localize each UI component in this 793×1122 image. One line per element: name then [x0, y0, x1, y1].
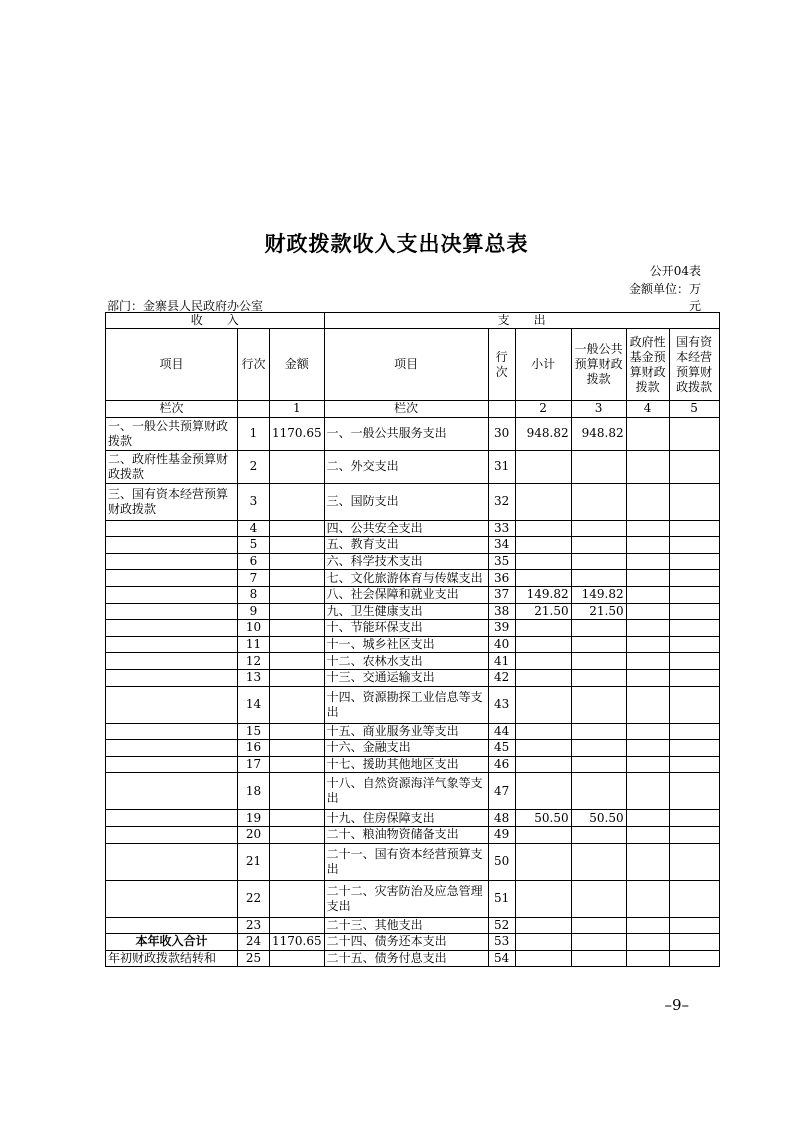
income-line-no: 2	[238, 450, 270, 483]
expense-item: 十九、住房保障支出	[324, 810, 488, 827]
state-capital-amount	[669, 553, 719, 570]
income-item	[106, 520, 238, 537]
income-line-no: 3	[238, 483, 270, 520]
fund-budget-amount	[626, 417, 669, 450]
subtotal-amount: 21.50	[515, 603, 571, 620]
general-budget-amount	[571, 669, 626, 686]
income-item	[106, 773, 238, 810]
income-line-no: 16	[238, 740, 270, 757]
income-item	[106, 810, 238, 827]
subtotal-amount	[515, 520, 571, 537]
table-row	[106, 570, 720, 587]
column-no-3: 3	[571, 401, 626, 418]
income-item	[106, 636, 238, 653]
income-item	[106, 843, 238, 880]
state-capital-amount	[669, 826, 719, 843]
income-amount	[270, 756, 325, 773]
income-amount	[270, 880, 325, 917]
expense-line-header: 行 次	[488, 329, 515, 401]
general-budget-amount	[571, 773, 626, 810]
state-capital-amount	[669, 723, 719, 740]
income-amount	[270, 620, 325, 637]
general-budget-amount	[571, 553, 626, 570]
expense-line-no: 52	[488, 917, 515, 934]
expense-line-no: 50	[488, 843, 515, 880]
table-row	[106, 756, 720, 773]
expense-item: 二十三、其他支出	[324, 917, 488, 934]
state-capital-amount	[669, 586, 719, 603]
column-no-blank	[238, 401, 270, 418]
expense-line-no: 36	[488, 570, 515, 587]
income-line-no: 20	[238, 826, 270, 843]
expense-line-no: 35	[488, 553, 515, 570]
fund-budget-amount	[626, 586, 669, 603]
general-budget-amount	[571, 653, 626, 670]
subtotal-amount	[515, 880, 571, 917]
income-amount-header: 金额	[270, 329, 325, 401]
fund-budget-amount	[626, 553, 669, 570]
income-amount	[270, 669, 325, 686]
income-amount	[270, 826, 325, 843]
income-amount	[270, 653, 325, 670]
fund-budget-amount	[626, 723, 669, 740]
table-row	[106, 537, 720, 554]
column-no-4: 4	[626, 401, 669, 418]
income-amount: 1170.65	[270, 934, 325, 951]
expense-item: 十六、金融支出	[324, 740, 488, 757]
table-row	[106, 553, 720, 570]
income-amount	[270, 537, 325, 554]
income-amount	[270, 450, 325, 483]
state-capital-amount	[669, 880, 719, 917]
income-line-no: 13	[238, 669, 270, 686]
income-amount	[270, 950, 325, 967]
income-item	[106, 686, 238, 723]
state-capital-amount	[669, 417, 719, 450]
income-line-no: 8	[238, 586, 270, 603]
state-capital-amount	[669, 603, 719, 620]
expense-line-no: 32	[488, 483, 515, 520]
general-budget-amount	[571, 636, 626, 653]
income-amount	[270, 686, 325, 723]
subtotal-amount	[515, 537, 571, 554]
table-row	[106, 603, 720, 620]
table-row	[106, 586, 720, 603]
expense-line-no: 45	[488, 740, 515, 757]
expense-line-no: 44	[488, 723, 515, 740]
income-amount	[270, 520, 325, 537]
fund-budget-amount	[626, 483, 669, 520]
income-line-no: 15	[238, 723, 270, 740]
column-label-right: 栏次	[324, 401, 488, 418]
expense-item: 八、社会保障和就业支出	[324, 586, 488, 603]
general-budget-amount	[571, 520, 626, 537]
income-line-no: 12	[238, 653, 270, 670]
income-line-no: 23	[238, 917, 270, 934]
expense-item: 三、国防支出	[324, 483, 488, 520]
income-line-no: 11	[238, 636, 270, 653]
state-capital-amount	[669, 686, 719, 723]
expense-item-header: 项目	[324, 329, 488, 401]
subtotal-amount	[515, 620, 571, 637]
fund-budget-amount	[626, 669, 669, 686]
income-header: 收 入	[106, 313, 325, 329]
income-line-no: 24	[238, 934, 270, 951]
subtotal-amount	[515, 570, 571, 587]
table-row	[106, 483, 720, 520]
subtotal-amount	[515, 450, 571, 483]
income-line-no: 5	[238, 537, 270, 554]
expense-item: 十二、农林水支出	[324, 653, 488, 670]
subtotal-amount	[515, 483, 571, 520]
column-label-left: 栏次	[106, 401, 238, 418]
subtotal-amount	[515, 917, 571, 934]
expense-header: 支 出	[324, 313, 719, 329]
table-row	[106, 826, 720, 843]
income-item	[106, 880, 238, 917]
general-budget-amount	[571, 740, 626, 757]
expense-line-no: 51	[488, 880, 515, 917]
income-line-no: 22	[238, 880, 270, 917]
subtotal-header: 小计	[515, 329, 571, 401]
income-line-no: 17	[238, 756, 270, 773]
expense-item: 十四、资源勘探工业信息等支出	[324, 686, 488, 723]
fund-budget-amount	[626, 773, 669, 810]
expense-line-no: 40	[488, 636, 515, 653]
income-line-no: 4	[238, 520, 270, 537]
expense-line-no: 41	[488, 653, 515, 670]
fund-budget-amount	[626, 537, 669, 554]
general-budget-amount	[571, 570, 626, 587]
table-row	[106, 723, 720, 740]
income-item	[106, 603, 238, 620]
state-capital-amount	[669, 636, 719, 653]
income-amount	[270, 843, 325, 880]
income-item	[106, 570, 238, 587]
fund-budget-amount	[626, 520, 669, 537]
income-item	[106, 537, 238, 554]
state-capital-amount	[669, 450, 719, 483]
state-capital-amount	[669, 843, 719, 880]
subtotal-amount	[515, 843, 571, 880]
income-line-no: 6	[238, 553, 270, 570]
income-amount	[270, 740, 325, 757]
state-capital-amount	[669, 810, 719, 827]
general-budget-amount	[571, 483, 626, 520]
table-row	[106, 880, 720, 917]
income-line-no: 14	[238, 686, 270, 723]
subtotal-amount	[515, 740, 571, 757]
general-budget-amount: 149.82	[571, 586, 626, 603]
expense-item: 十七、援助其他地区支出	[324, 756, 488, 773]
state-capital-amount	[669, 917, 719, 934]
fund-budget-amount	[626, 880, 669, 917]
column-no-5: 5	[669, 401, 719, 418]
general-budget-amount: 21.50	[571, 603, 626, 620]
income-amount	[270, 636, 325, 653]
general-budget-amount	[571, 826, 626, 843]
column-no-1: 1	[270, 401, 325, 418]
state-capital-amount	[669, 653, 719, 670]
table-row	[106, 417, 720, 450]
expense-line-no: 34	[488, 537, 515, 554]
fund-budget-amount	[626, 620, 669, 637]
income-amount	[270, 603, 325, 620]
table-row	[106, 620, 720, 637]
fund-budget-amount	[626, 603, 669, 620]
expense-item: 二十五、债务付息支出	[324, 950, 488, 967]
expense-item: 四、公共安全支出	[324, 520, 488, 537]
general-budget-amount	[571, 723, 626, 740]
general-budget-amount: 50.50	[571, 810, 626, 827]
subtotal-amount	[515, 756, 571, 773]
income-item: 一、一般公共预算财政拨款	[106, 417, 238, 450]
expense-line-no: 48	[488, 810, 515, 827]
expense-line-no: 37	[488, 586, 515, 603]
fund-budget-amount	[626, 810, 669, 827]
expense-item: 七、文化旅游体育与传媒支出	[324, 570, 488, 587]
expense-item: 二十四、债务还本支出	[324, 934, 488, 951]
income-amount	[270, 586, 325, 603]
income-item	[106, 826, 238, 843]
department-label: 部门：金寨县人民政府办公室	[107, 299, 264, 313]
income-item	[106, 917, 238, 934]
income-item	[106, 740, 238, 757]
subtotal-amount	[515, 636, 571, 653]
expense-item: 二十一、国有资本经营预算支出	[324, 843, 488, 880]
expense-item: 六、科学技术支出	[324, 553, 488, 570]
table-row	[106, 653, 720, 670]
general-budget-amount	[571, 950, 626, 967]
table-row	[106, 669, 720, 686]
expense-line-no: 38	[488, 603, 515, 620]
expense-line-no: 42	[488, 669, 515, 686]
subtotal-amount	[515, 773, 571, 810]
income-amount	[270, 723, 325, 740]
state-capital-amount	[669, 756, 719, 773]
budget-summary-table	[105, 312, 720, 967]
subtotal-amount	[515, 934, 571, 951]
state-capital-amount	[669, 934, 719, 951]
fund-budget-amount	[626, 843, 669, 880]
income-item-header: 项目	[106, 329, 238, 401]
general-budget-amount	[571, 880, 626, 917]
table-row	[106, 636, 720, 653]
income-line-header: 行次	[238, 329, 270, 401]
income-line-no: 10	[238, 620, 270, 637]
page-number: –9–	[664, 996, 689, 1014]
general-budget-amount	[571, 620, 626, 637]
income-line-no: 7	[238, 570, 270, 587]
subtotal-amount: 50.50	[515, 810, 571, 827]
subtotal-amount	[515, 950, 571, 967]
expense-line-no: 39	[488, 620, 515, 637]
expense-item: 九、卫生健康支出	[324, 603, 488, 620]
fund-budget-amount	[626, 740, 669, 757]
fund-budget-amount	[626, 950, 669, 967]
state-capital-amount	[669, 520, 719, 537]
income-line-no: 9	[238, 603, 270, 620]
general-budget-header: 一般公共预算财政拨款	[571, 329, 626, 401]
table-row	[106, 773, 720, 810]
subtotal-amount	[515, 669, 571, 686]
expense-item: 二十、粮油物资储备支出	[324, 826, 488, 843]
expense-line-no: 47	[488, 773, 515, 810]
general-budget-amount	[571, 450, 626, 483]
income-line-no: 25	[238, 950, 270, 967]
fund-budget-amount	[626, 636, 669, 653]
table-row	[106, 686, 720, 723]
income-amount: 1170.65	[270, 417, 325, 450]
expense-line-no: 31	[488, 450, 515, 483]
state-capital-amount	[669, 537, 719, 554]
expense-item: 十三、交通运输支出	[324, 669, 488, 686]
income-line-no: 19	[238, 810, 270, 827]
income-item	[106, 653, 238, 670]
income-line-no: 18	[238, 773, 270, 810]
subtotal-amount	[515, 723, 571, 740]
general-budget-amount	[571, 756, 626, 773]
amount-unit-tail: 元	[688, 299, 701, 313]
fund-budget-amount	[626, 826, 669, 843]
state-capital-amount	[669, 483, 719, 520]
state-capital-amount	[669, 773, 719, 810]
state-capital-amount	[669, 740, 719, 757]
table-row	[106, 934, 720, 951]
table-row	[106, 843, 720, 880]
income-item: 三、国有资本经营预算财政拨款	[106, 483, 238, 520]
expense-item: 十五、商业服务业等支出	[324, 723, 488, 740]
general-budget-amount	[571, 537, 626, 554]
subtotal-amount	[515, 553, 571, 570]
table-row	[106, 950, 720, 967]
fund-budget-amount	[626, 653, 669, 670]
table-row	[106, 810, 720, 827]
expense-item: 十一、城乡社区支出	[324, 636, 488, 653]
income-item	[106, 620, 238, 637]
income-item	[106, 669, 238, 686]
general-budget-amount: 948.82	[571, 417, 626, 450]
general-budget-amount	[571, 686, 626, 723]
table-row	[106, 917, 720, 934]
subtotal-amount	[515, 686, 571, 723]
expense-item: 十、节能环保支出	[324, 620, 488, 637]
column-no-2: 2	[515, 401, 571, 418]
fund-budget-amount	[626, 570, 669, 587]
income-item: 二、政府性基金预算财政拨款	[106, 450, 238, 483]
fund-budget-amount	[626, 450, 669, 483]
table-row	[106, 520, 720, 537]
subtotal-amount: 948.82	[515, 417, 571, 450]
expense-line-no: 54	[488, 950, 515, 967]
expense-line-no: 43	[488, 686, 515, 723]
fund-budget-amount	[626, 756, 669, 773]
state-capital-amount	[669, 620, 719, 637]
state-capital-amount	[669, 669, 719, 686]
table-row	[106, 740, 720, 757]
income-item	[106, 586, 238, 603]
income-item	[106, 723, 238, 740]
expense-item: 一、一般公共服务支出	[324, 417, 488, 450]
expense-line-no: 33	[488, 520, 515, 537]
income-amount	[270, 483, 325, 520]
income-item	[106, 553, 238, 570]
column-no-blank-2	[488, 401, 515, 418]
general-budget-amount	[571, 843, 626, 880]
income-line-no: 21	[238, 843, 270, 880]
state-capital-header: 国有资本经营预算财政拨款	[669, 329, 719, 401]
expense-line-no: 49	[488, 826, 515, 843]
expense-item: 十八、自然资源海洋气象等支出	[324, 773, 488, 810]
expense-item: 二、外交支出	[324, 450, 488, 483]
fund-budget-amount	[626, 917, 669, 934]
income-amount	[270, 810, 325, 827]
expense-item: 二十二、灾害防治及应急管理支出	[324, 880, 488, 917]
income-amount	[270, 570, 325, 587]
income-amount	[270, 773, 325, 810]
amount-unit: 金额单位：万	[628, 282, 701, 296]
subtotal-amount	[515, 826, 571, 843]
fund-budget-amount	[626, 686, 669, 723]
subtotal-amount: 149.82	[515, 586, 571, 603]
income-item: 本年收入合计	[106, 934, 238, 951]
state-capital-amount	[669, 950, 719, 967]
subtotal-amount	[515, 653, 571, 670]
expense-line-no: 30	[488, 417, 515, 450]
fund-budget-header: 政府性基金预算财政拨款	[626, 329, 669, 401]
page-title: 财政拨款收入支出决算总表	[264, 231, 529, 256]
income-amount	[270, 917, 325, 934]
expense-line-no: 53	[488, 934, 515, 951]
table-row	[106, 450, 720, 483]
income-item: 年初财政拨款结转和	[106, 950, 238, 967]
income-line-no: 1	[238, 417, 270, 450]
fund-budget-amount	[626, 934, 669, 951]
general-budget-amount	[571, 917, 626, 934]
income-amount	[270, 553, 325, 570]
table-number: 公开04表	[649, 264, 701, 278]
general-budget-amount	[571, 934, 626, 951]
state-capital-amount	[669, 570, 719, 587]
income-item	[106, 756, 238, 773]
expense-item: 五、教育支出	[324, 537, 488, 554]
expense-line-no: 46	[488, 756, 515, 773]
